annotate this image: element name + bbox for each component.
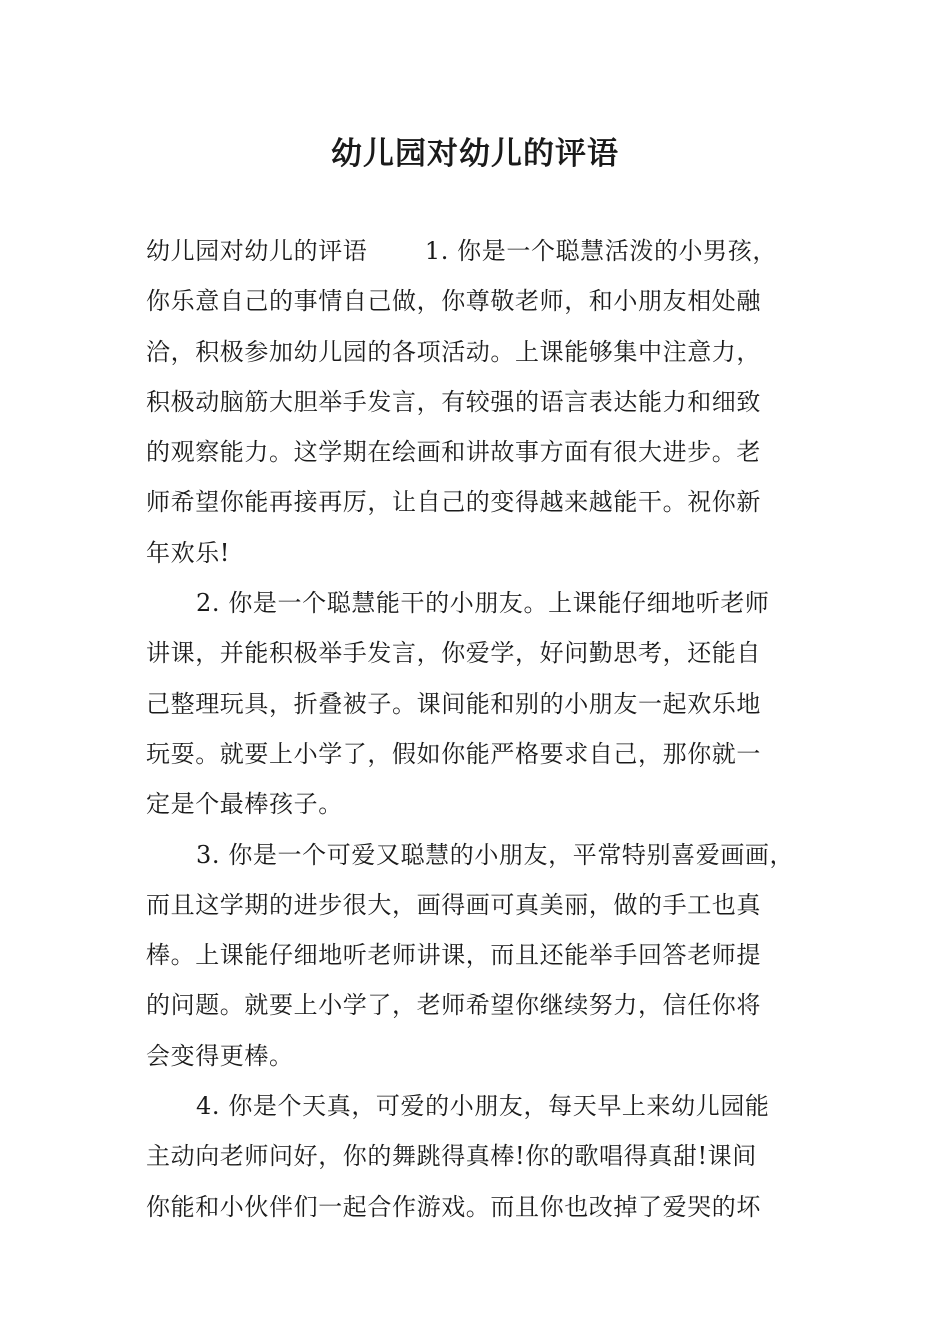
paragraph-start-line: 2. 你是一个聪慧能干的小朋友。上课能仔细地听老师 [196,589,770,618]
text-line: 你乐意自己的事情自己做，你尊敬老师，和小朋友相处融 [146,287,761,316]
text-line: 会变得更棒。 [146,1041,294,1070]
text-line: 棒。上课能仔细地听老师讲课，而且还能举手回答老师提 [146,941,761,970]
text-line: 讲课，并能积极举手发言，你爱学，好问勤思考，还能自 [146,639,761,668]
text-line: 你能和小伙伴们一起合作游戏。而且你也改掉了爱哭的坏 [146,1192,761,1221]
text-line: 师希望你能再接再厉，让自己的变得越来越能干。祝你新 [146,488,761,517]
text-line: 而且这学期的进步很大，画得画可真美丽，做的手工也真 [146,890,761,919]
text-line: 己整理玩具，折叠被子。课间能和别的小朋友一起欢乐地 [146,689,761,718]
text-line: 主动向老师问好，你的舞跳得真棒!你的歌唱得真甜!课间 [146,1142,757,1171]
text-line: 洽，积极参加幼儿园的各项活动。上课能够集中注意力， [146,337,761,366]
text-line: 幼儿园对幼儿的评语 1. 你是一个聪慧活泼的小男孩， [146,237,777,265]
paragraph-start-line: 4. 你是个天真，可爱的小朋友，每天早上来幼儿园能 [196,1092,770,1121]
text-line: 积极动脑筋大胆举手发言，有较强的语言表达能力和细致 [146,387,761,416]
text-line: 定是个最棒孩子。 [146,790,343,819]
text-line: 的问题。就要上小学了，老师希望你继续努力，信任你将 [146,991,761,1020]
text-line: 的观察能力。这学期在绘画和讲故事方面有很大进步。老 [146,438,761,467]
document-body [146,226,826,1232]
text-line: 年欢乐! [146,538,231,567]
paragraph-start-line: 3. 你是一个可爱又聪慧的小朋友，平常特别喜爱画画， [196,840,795,869]
text-line: 玩耍。就要上小学了，假如你能严格要求自己，那你就一 [146,739,761,768]
document-title: 幼儿园对幼儿的评语 [331,136,619,172]
